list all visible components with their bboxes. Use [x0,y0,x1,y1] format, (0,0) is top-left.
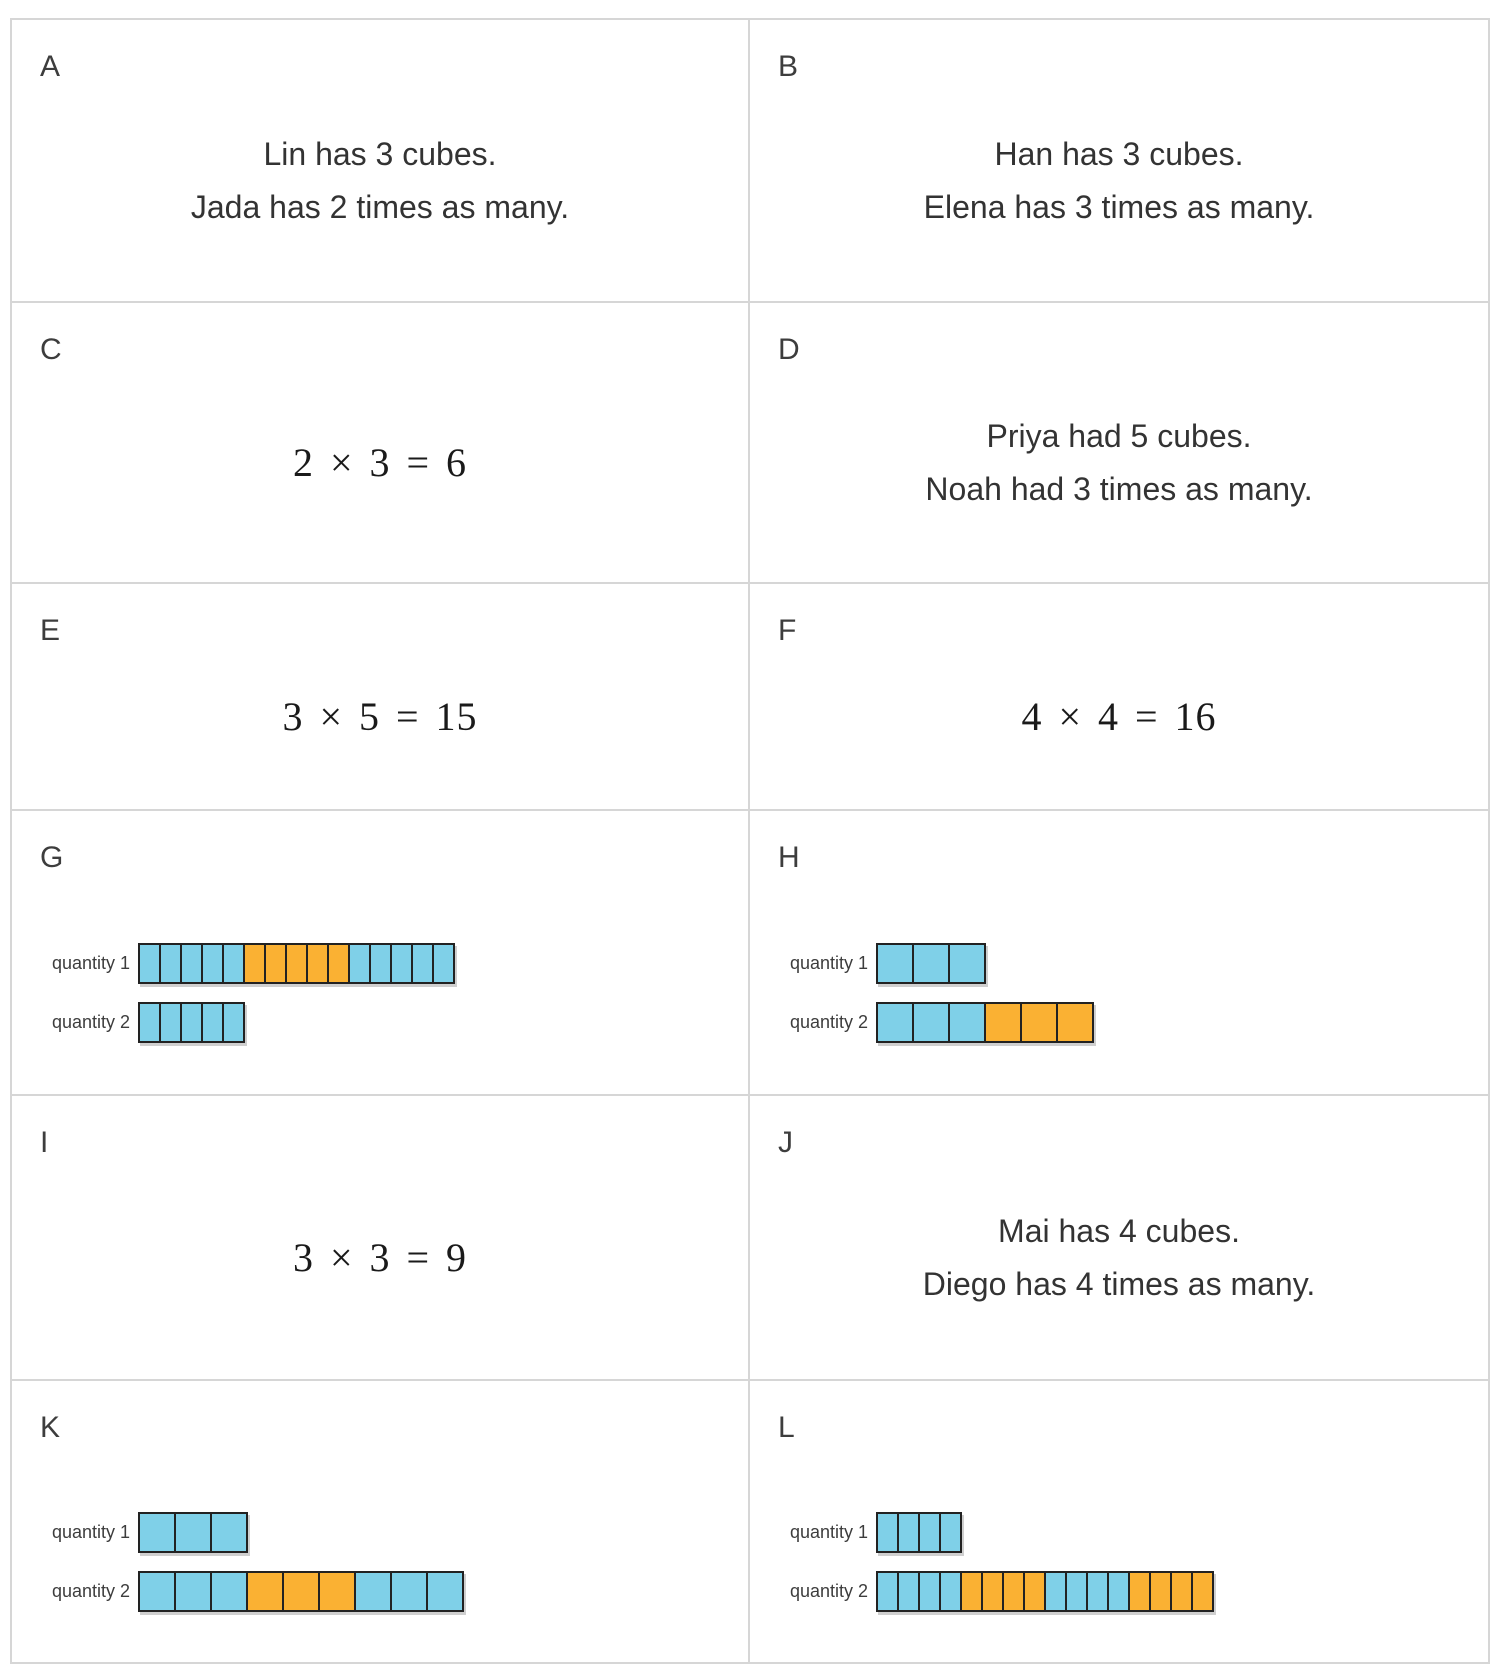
tape-diagram [50,1512,464,1612]
orange-cube [960,1571,983,1612]
card-L [750,1381,1488,1662]
blue-cube [876,1002,914,1043]
blue-cube [210,1512,248,1553]
blue-cube [918,1512,941,1553]
cube-bar [876,1571,1214,1612]
card-content [12,891,748,1094]
card-content [750,60,1488,301]
statement-line: Noah had 3 times as many. [925,470,1313,507]
blue-cube [354,1571,392,1612]
blue-cube [426,1571,464,1612]
tape-diagram [788,943,1094,1043]
card-letter: F [778,614,797,647]
card-content [12,343,748,582]
card-grid [10,18,1490,1664]
blue-cube [159,1002,182,1043]
orange-cube [1020,1002,1058,1043]
card-D [750,303,1488,584]
tape-diagram [50,943,455,1043]
blue-cube [876,1512,899,1553]
blue-cube [876,943,914,984]
blue-cube [180,943,203,984]
quantity-label: quantity 1 [51,952,130,973]
blue-cube [897,1571,920,1612]
card-letter: A [40,50,61,83]
cube-bar [138,1571,464,1612]
diagram-row [50,1512,464,1553]
card-I [12,1096,750,1381]
quantity-label: quantity 2 [51,1580,130,1601]
tape-diagram [788,1512,1214,1612]
card-letter: K [40,1411,61,1444]
blue-cube [948,943,986,984]
card-letter: B [778,50,799,83]
blue-cube [897,1512,920,1553]
blue-cube [210,1571,248,1612]
card-content [750,624,1488,809]
orange-cube [1023,1571,1046,1612]
orange-cube [1191,1571,1214,1612]
quantity-label: quantity 1 [51,1521,130,1542]
equation: 3 × 3 = 9 [292,1235,468,1280]
blue-cube [1044,1571,1067,1612]
blue-cube [138,1571,176,1612]
orange-cube [327,943,350,984]
diagram-row [50,943,455,984]
card-letter: C [40,333,62,366]
card-K [12,1381,750,1662]
cube-bar [876,1512,962,1553]
card-letter: I [40,1126,49,1159]
diagram-row [50,1002,455,1043]
card-content [750,1461,1488,1662]
statement-line: Jada has 2 times as many. [190,188,570,225]
equation: 4 × 4 = 16 [1021,694,1217,739]
quantity-label: quantity 1 [789,952,868,973]
card-E [12,584,750,811]
equation: 3 × 5 = 15 [282,694,478,739]
card-letter: H [778,841,800,874]
card-content [12,624,748,809]
card-letter: J [778,1126,793,1159]
diagram-row [788,1512,1214,1553]
blue-cube [138,1002,161,1043]
quantity-label: quantity 2 [789,1011,868,1032]
card-letter: L [778,1411,795,1444]
blue-cube [201,1002,224,1043]
orange-cube [285,943,308,984]
quantity-label: quantity 2 [51,1011,130,1032]
blue-cube [180,1002,203,1043]
quantity-label: quantity 2 [789,1580,868,1601]
card-content [750,343,1488,582]
card-J [750,1096,1488,1381]
blue-cube [348,943,371,984]
cube-bar [138,943,455,984]
blue-cube [159,943,182,984]
statement-line: Priya had 5 cubes. [986,417,1252,454]
diagram-row [788,1002,1094,1043]
statement-line: Han has 3 cubes. [994,135,1244,172]
cube-bar [876,1002,1094,1043]
cube-bar [138,1512,248,1553]
equation: 2 × 3 = 6 [292,440,468,485]
diagram-row [788,943,1094,984]
card-G [12,811,750,1096]
blue-cube [138,943,161,984]
blue-cube [912,1002,950,1043]
blue-cube [912,943,950,984]
orange-cube [264,943,287,984]
blue-cube [948,1002,986,1043]
card-letter: D [778,333,800,366]
blue-cube [138,1512,176,1553]
card-F [750,584,1488,811]
statement-line: Diego has 4 times as many. [922,1265,1316,1302]
cube-bar [876,943,986,984]
card-content [750,1136,1488,1379]
blue-cube [201,943,224,984]
statement-line: Elena has 3 times as many. [923,188,1315,225]
orange-cube [1149,1571,1172,1612]
blue-cube [390,943,413,984]
card-content [750,891,1488,1094]
cube-bar [138,1002,245,1043]
blue-cube [1107,1571,1130,1612]
blue-cube [939,1512,962,1553]
statement-line: Mai has 4 cubes. [998,1212,1240,1249]
statement-line: Lin has 3 cubes. [263,135,497,172]
blue-cube [939,1571,962,1612]
blue-cube [369,943,392,984]
orange-cube [282,1571,320,1612]
blue-cube [222,1002,245,1043]
blue-cube [918,1571,941,1612]
blue-cube [222,943,245,984]
diagram-row [50,1571,464,1612]
blue-cube [1086,1571,1109,1612]
orange-cube [981,1571,1004,1612]
quantity-label: quantity 1 [789,1521,868,1542]
card-B [750,20,1488,303]
blue-cube [876,1571,899,1612]
orange-cube [246,1571,284,1612]
orange-cube [1170,1571,1193,1612]
orange-cube [306,943,329,984]
orange-cube [1128,1571,1151,1612]
orange-cube [1002,1571,1025,1612]
blue-cube [432,943,455,984]
orange-cube [243,943,266,984]
card-content [12,1461,748,1662]
diagram-row [788,1571,1214,1612]
card-H [750,811,1488,1096]
blue-cube [1065,1571,1088,1612]
blue-cube [411,943,434,984]
orange-cube [1056,1002,1094,1043]
card-letter: E [40,614,61,647]
card-content [12,1136,748,1379]
orange-cube [318,1571,356,1612]
blue-cube [390,1571,428,1612]
card-letter: G [40,841,64,874]
blue-cube [174,1571,212,1612]
card-content [12,60,748,301]
blue-cube [174,1512,212,1553]
orange-cube [984,1002,1022,1043]
card-C [12,303,750,584]
card-A [12,20,750,303]
